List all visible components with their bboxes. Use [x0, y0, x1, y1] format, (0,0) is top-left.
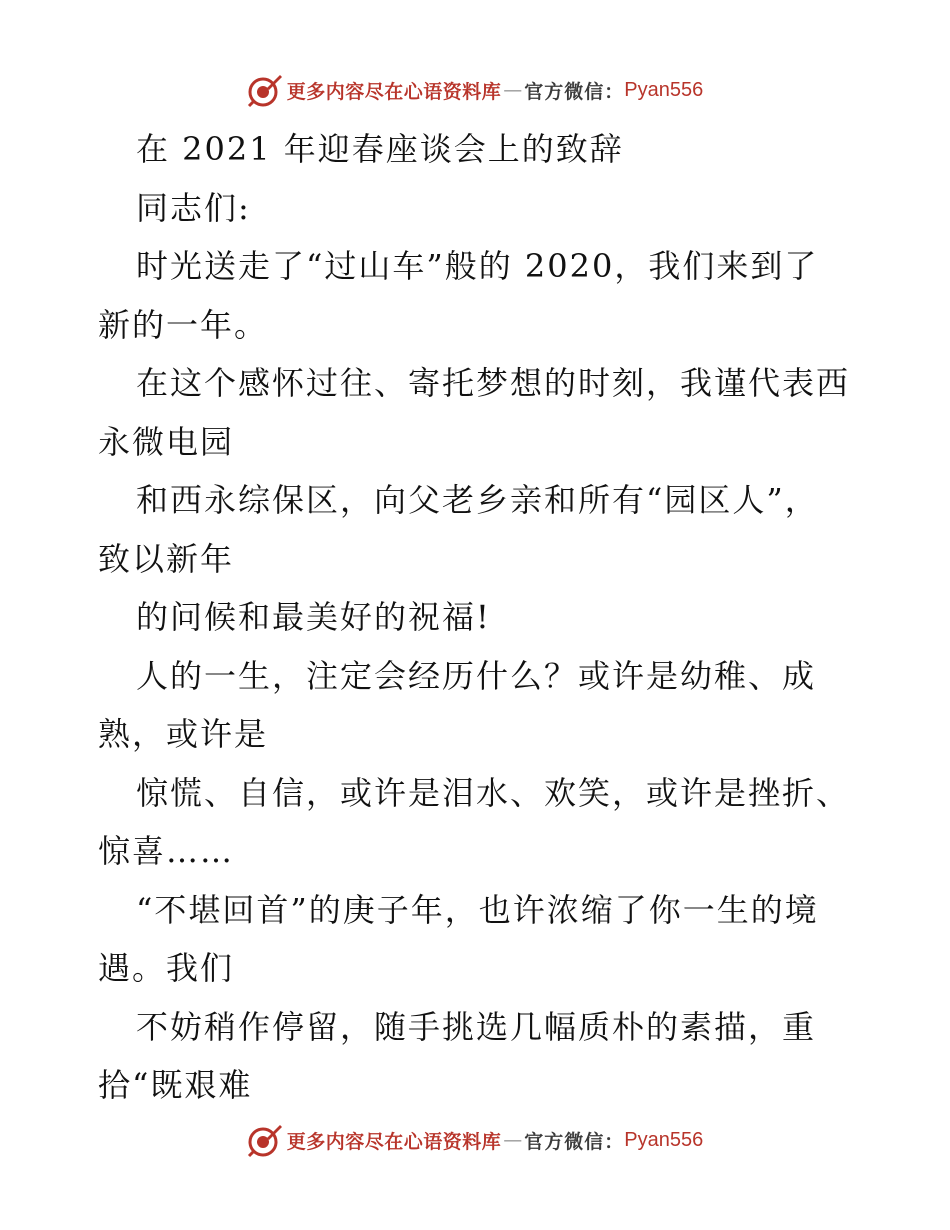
text-line: 惊慌、自信，或许是泪水、欢笑，或许是挫折、 — [136, 773, 851, 812]
text-line: 拾“既艰难 — [98, 1066, 253, 1104]
text-line: 永微电园 — [98, 422, 235, 461]
header-wechat-label: 官方微信： — [524, 80, 625, 103]
footer-wechat-id: Pyan556 — [624, 1128, 704, 1151]
text-line: 在 2021 年迎春座谈会上的致辞 — [136, 130, 624, 168]
text-line: 在这个感怀过往、寄托梦想的时刻，我谨代表西 — [136, 364, 851, 402]
footer-wechat-label: 官方微信： — [524, 1130, 625, 1153]
text-line: 的问候和最美好的祝福! — [136, 598, 491, 636]
text-line: 时光送走了“过山车”般的 2020，我们来到了 — [136, 247, 819, 285]
footer-dash: — — [503, 1129, 523, 1151]
document-body — [98, 120, 868, 1115]
text-line: 惊喜…… — [98, 832, 235, 870]
text-line: “不堪回首”的庚子年，也许浓缩了你一生的境 — [136, 890, 819, 929]
text-line: 人的一生，注定会经历什么？或许是幼稚、成 — [136, 656, 817, 695]
text-line: 新的一年。 — [98, 305, 269, 344]
text-line: 同志们: — [136, 188, 251, 227]
text-line: 遇。我们 — [98, 949, 235, 987]
header-banner — [0, 70, 950, 110]
text-line: 熟，或许是 — [98, 715, 269, 753]
footer-brand-text: 更多内容尽在心语资料库 — [286, 1130, 502, 1153]
header-brand-text: 更多内容尽在心语资料库 — [286, 80, 502, 103]
header-dash: — — [503, 79, 523, 101]
text-line: 不妨稍作停留，随手挑选几幅质朴的素描，重 — [136, 1007, 817, 1046]
pen-logo-icon — [247, 72, 283, 108]
pen-logo-icon — [247, 1122, 283, 1158]
text-line: 和西永综保区，向父老乡亲和所有“园区人”， — [136, 481, 819, 519]
text-line: 致以新年 — [98, 539, 235, 578]
footer-banner — [0, 1120, 950, 1160]
header-wechat-id: Pyan556 — [624, 78, 704, 101]
